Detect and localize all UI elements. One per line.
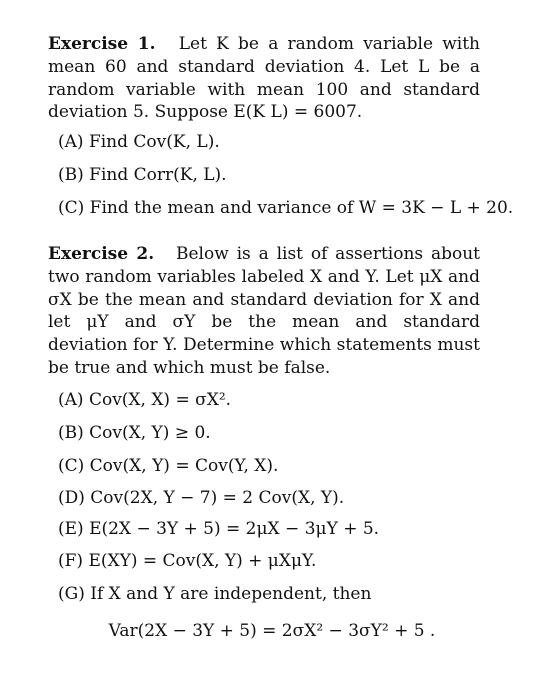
exercise-2-item-g: (G) If X and Y are independent, then [58, 584, 372, 604]
exercise-2-item-f: (F) E(XY) = Cov(X, Y) + μXμY. [58, 551, 317, 571]
exercise-1-body: Let K be a random variable with mean 60 and standard deviation 4. Let L be a random variable with mean 100 and standard deviation 5. Suppose E(K L) = 6007. [48, 34, 480, 123]
exercise-2-item-e: (E) E(2X − 3Y + 5) = 2μX − 3μY + 5. [58, 519, 380, 539]
exercise-1-paragraph [48, 33, 480, 124]
display-equation-line [0, 620, 544, 642]
exercise-2-item-a: (A) Cov(X, X) = σX². [58, 390, 232, 410]
exercise-2-item-c: (C) Cov(X, Y) = Cov(Y, X). [58, 456, 279, 476]
exercise-2-title: Exercise 2. [48, 244, 155, 264]
exercise-1-item-b: (B) Find Corr(K, L). [58, 165, 227, 185]
exercise-1-title: Exercise 1. [48, 34, 156, 54]
exercise-2-item-b: (B) Cov(X, Y) ≥ 0. [58, 423, 211, 443]
display-equation: Var(2X − 3Y + 5) = 2σX² − 3σY² + 5 . [108, 621, 436, 641]
exercise-2-item-d: (D) Cov(2X, Y − 7) = 2 Cov(X, Y). [58, 488, 345, 508]
exercise-2-paragraph [48, 243, 480, 380]
exercise-1-item-c: (C) Find the mean and variance of W = 3K − L + 20. [58, 198, 514, 218]
exercise-2-body: Below is a list of assertions about two random variables labeled X and Y. Let μX and σX be the mean and standard deviation for X and let μY and σY be the mean and standard deviation for Y. Determine which statements must be true and which must be false. [48, 244, 480, 378]
exercise-1-item-a: (A) Find Cov(K, L). [58, 132, 220, 152]
